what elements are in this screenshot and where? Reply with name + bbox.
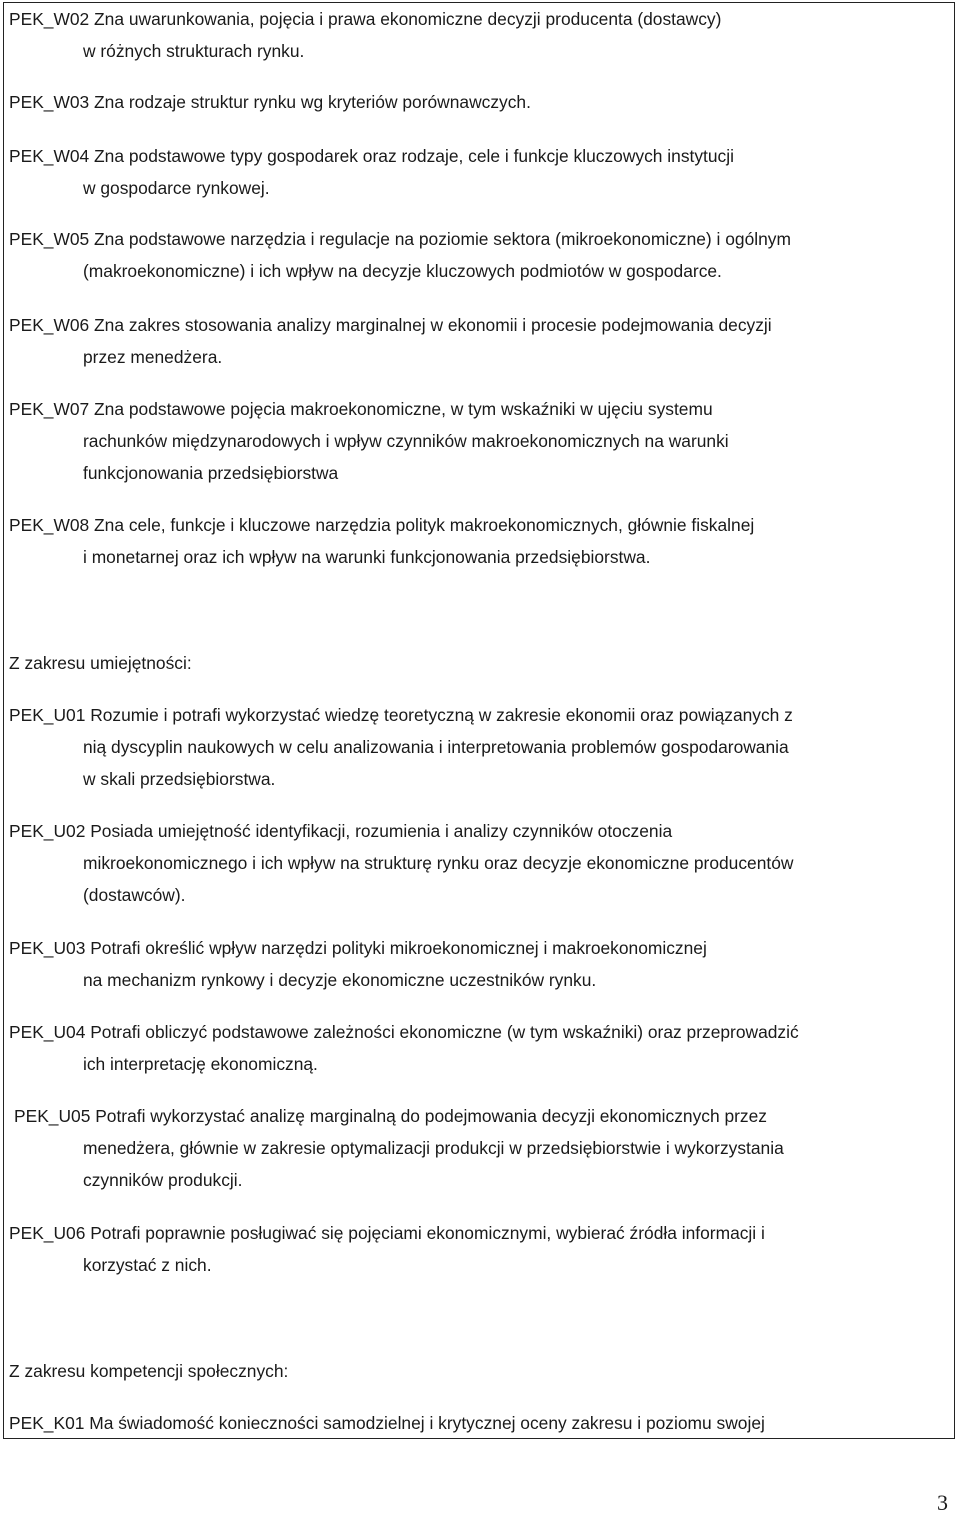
entry-pek-u03 <box>9 932 945 996</box>
entry-line: PEK_U02 Posiada umiejętność identyfikacji, rozumienia i analizy czynników otoczenia <box>9 821 673 841</box>
entry-line: na mechanizm rynkowy i decyzje ekonomiczne uczestników rynku. <box>83 970 597 990</box>
entry-line: i monetarnej oraz ich wpływ na warunki funkcjonowania przedsiębiorstwa. <box>83 547 651 567</box>
entry-pek-w06 <box>9 309 945 373</box>
entry-line: funkcjonowania przedsiębiorstwa <box>83 463 339 483</box>
entry-line: PEK_W06 Zna zakres stosowania analizy marginalnej w ekonomii i procesie podejmowania decyzji <box>9 315 772 335</box>
entry-pek-w05 <box>9 223 945 287</box>
page-number: 3 <box>937 1490 948 1515</box>
entry-pek-w07 <box>9 393 945 489</box>
entry-pek-w03 <box>9 86 945 118</box>
entry-line: PEK_W03 Zna rodzaje struktur rynku wg kryteriów porównawczych. <box>9 92 531 112</box>
entry-pek-u04 <box>9 1016 945 1080</box>
entry-line: mikroekonomicznego i ich wpływ na strukturę rynku oraz decyzje ekonomiczne producentów <box>83 853 794 873</box>
entry-line: PEK_U06 Potrafi poprawnie posługiwać się pojęciami ekonomicznymi, wybierać źródła informacji i <box>9 1223 765 1243</box>
entry-line: PEK_K01 Ma świadomość konieczności samodzielnej i krytycznej oceny zakresu i poziomu swojej <box>9 1413 765 1433</box>
competences-heading: Z zakresu kompetencji społecznych: <box>9 1361 289 1381</box>
entry-line: PEK_W04 Zna podstawowe typy gospodarek oraz rodzaje, cele i funkcje kluczowych instytucji <box>9 146 734 166</box>
entry-line: PEK_U04 Potrafi obliczyć podstawowe zależności ekonomiczne (w tym wskaźniki) oraz przeprowadzić <box>9 1022 799 1042</box>
entry-line: rachunków międzynarodowych i wpływ czynników makroekonomicznych na warunki <box>83 431 729 451</box>
entry-line: PEK_W08 Zna cele, funkcje i kluczowe narzędzia polityk makroekonomicznych, głównie fiskalnej <box>9 515 755 535</box>
entry-line: (dostawców). <box>83 885 186 905</box>
entry-line: (makroekonomiczne) i ich wpływ na decyzje kluczowych podmiotów w gospodarce. <box>83 261 722 281</box>
entry-pek-w02 <box>9 3 945 67</box>
entry-line: PEK_W05 Zna podstawowe narzędzia i regulacje na poziomie sektora (mikroekonomiczne) i ogólnym <box>9 229 791 249</box>
entry-line: PEK_W07 Zna podstawowe pojęcia makroekonomiczne, w tym wskaźniki w ujęciu systemu <box>9 399 713 419</box>
entry-line: ich interpretację ekonomiczną. <box>83 1054 318 1074</box>
entry-line: PEK_U03 Potrafi określić wpływ narzędzi polityki mikroekonomicznej i makroekonomicznej <box>9 938 707 958</box>
entry-line: PEK_W02 Zna uwarunkowania, pojęcia i prawa ekonomiczne decyzji producenta (dostawcy) <box>9 9 722 29</box>
entry-line: korzystać z nich. <box>83 1255 212 1275</box>
entry-pek-k01 <box>9 1407 945 1439</box>
entry-line: w gospodarce rynkowej. <box>83 178 270 198</box>
entry-pek-u02 <box>9 815 945 911</box>
entry-line: przez menedżera. <box>83 347 223 367</box>
skills-heading: Z zakresu umiejętności: <box>9 653 192 673</box>
entry-pek-u05 <box>9 1100 945 1196</box>
entry-line: w skali przedsiębiorstwa. <box>83 769 276 789</box>
entry-line: PEK_U05 Potrafi wykorzystać analizę marginalną do podejmowania decyzji ekonomicznych przez <box>14 1106 767 1126</box>
entry-line: PEK_U01 Rozumie i potrafi wykorzystać wiedzę teoretyczną w zakresie ekonomii oraz powiązanych z <box>9 705 793 725</box>
entry-line: nią dyscyplin naukowych w celu analizowania i interpretowania problemów gospodarowania <box>83 737 789 757</box>
entry-pek-u01 <box>9 699 945 795</box>
entry-pek-w04 <box>9 140 945 204</box>
entry-pek-w08 <box>9 509 945 573</box>
entry-line: menedżera, głównie w zakresie optymalizacji produkcji w przedsiębiorstwie i wykorzystania <box>83 1138 784 1158</box>
entry-line: czynników produkcji. <box>83 1170 243 1190</box>
entry-line: w różnych strukturach rynku. <box>83 41 305 61</box>
entry-pek-u06 <box>9 1217 945 1281</box>
